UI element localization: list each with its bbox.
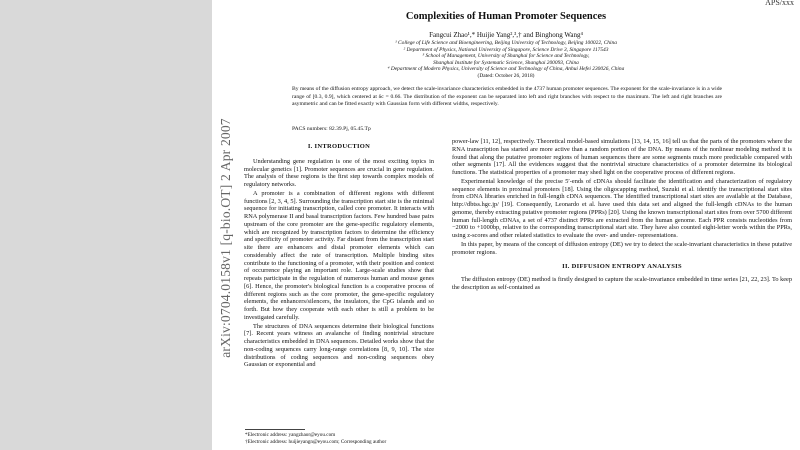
pacs-numbers: PACS numbers: 82.39.Pj, 05.45.Tp — [292, 126, 371, 132]
paragraph: Understanding gene regulation is one of the most exciting topics in molecular genetics [1]. Promoter sequences are crucial in gene regulation. The analysis of these regions is the first step towards complex models of regulatory networks. — [244, 157, 434, 188]
footnote-rule — [245, 429, 305, 430]
paragraph: power-law [11, 12], respectively. Theoretical model-based simulations [13, 14, 15, 16] tell us that the parts of the promoters where the RNA transcription has started are more active than a random portion of the DNA. By means of the nonlinear modeling method it is found that along the putative promoter regions of human sequences there are some segments much more predictable compared with other segments [17]. All the evidences suggest that the nontrivial structure characteristics of a promoter determine its biological functions. The statistical properties of a promoter may shed light on the cooperative process of different regions. — [452, 138, 792, 176]
paper-title: Complexities of Human Promoter Sequences — [405, 11, 607, 22]
abstract: By means of the diffusion entropy approach, we detect the scale-invariance characteristics embedded in the 4737 human promoter sequences. The exponent for the scale-invariance is in a wide range of [0.3, 0.9], which centered at δc = 0.66. The distribution of the exponent can be separated into left and right branches with respect to the maximum. The left and right branches are asymmetric and can be fitted exactly with Gaussian form with different widths, respectively. — [292, 86, 722, 108]
affiliation: Shanghai Institute for Systematic Science, Shanghai 200093, China — [433, 59, 579, 66]
left-column — [244, 143, 434, 370]
footnote: *Electronic address: yangzhaor@eyou.com — [245, 432, 336, 438]
affiliation: ³ School of Management, University of Shanghai for Science and Technology, — [422, 53, 590, 60]
arxiv-identifier[interactable]: arXiv:0704.0158v1 [q-bio.OT] 2 Apr 2007 — [218, 118, 233, 358]
affiliation: ² Department of Physics, National University of Singapore, Science Drive 3, Singapore 117543 — [403, 46, 609, 53]
paragraph: The structures of DNA sequences determine their biological functions [7]. Recent years witness an avalanche of finding nontrivial structure characteristics embedded in DNA sequences. Detailed works show that the non-coding sequences carry long-range correlations [8, 9, 10]. The size distributions of coding sequences and non-coding sequences obey Gaussian or exponential and — [244, 322, 434, 369]
section-heading-diffusion-entropy: II. DIFFUSION ENTROPY ANALYSIS — [562, 263, 682, 271]
journal-label: APS/xxx — [765, 0, 794, 7]
footnote: †Electronic address: huijieyangn@eyou.com; Corresponding author — [245, 438, 387, 445]
section-heading-introduction: I. INTRODUCTION — [307, 143, 371, 150]
right-column — [452, 138, 792, 293]
affiliation: ⁴ Department of Modern Physics, University of Science and Technology of China, Anhui Hefei 230026, China — [387, 66, 625, 73]
affiliations — [212, 40, 800, 80]
paragraph: Experimental knowledge of the precise 5′-ends of cDNAs should facilitate the identification and characterization of regulatory sequence elements in proximal promoters [18]. Using the oligocapping method, Suzuki et al. identify the transcriptional start sites from cDNA libraries enriched in full-length cDNA sequences. The identified transcriptional start sites are available at the Database, http://dbtss.hgc.jp/ [19]. Consequently, Leonardo et al. have used this data set and aligned the full-length cDNAs to the human genome, thereby extracting putative promoter regions (PPRs) [20]. Using the known transcriptional start sites from over 5700 different human full-length cDNAs, a set of 4737 distinct PPRs are extracted from the human genome. Each PPR consists nucleotides from −2000 to +1000bp, relative to the corresponding transcriptional start site. They have also counted eight-letter words within the PPRs, using z-scores and other related statistics to evaluate the over- and under- representations. — [452, 177, 793, 239]
paragraph: A promoter is a combination of different regions with different functions [2, 3, 4, 5]. Surrounding the transcription start site is the minimal sequence for initiating transcription, called core promoter. It interacts with RNA polymerase II and basal transcription factors. Few hundred base pairs upstream of the core promoter are the gene-specific regulatory elements, which are recognized by transcription factors to determine the efficiency and specificity of promoter activity. Far distant from the transcription start site there are enhancers and distal promoter elements which can considerably affect the rate of transcription. Multiple binding sites contribute to the functioning of a promoter, with their position and context of occurrence playing an important role. Large-scale studies show that repeats participate in the regulation of numerous human and mouse genes [6]. Hence, the promoter's biological function is a cooperative process of different regions such as the core promoter, the gene-specific regulatory elements, the enhancers/silencers, the insulators, the CpG islands and so forth. But how they cooperate with each other is still a problem to be investigated carefully. — [244, 189, 434, 321]
date-line: (Dated: October 26, 2018) — [477, 72, 535, 79]
paper-page — [212, 0, 800, 450]
footnotes — [245, 432, 445, 445]
paragraph: In this paper, by means of the concept of diffusion entropy (DE) we try to detect the scale-invariant characteristics in these putative promoter regions. — [452, 240, 792, 256]
paragraph: The diffusion entropy (DE) method is firstly designed to capture the scale-invariance embedded in time series [21, 22, 23]. To keep the description as self-contained as — [452, 276, 792, 291]
affiliation: ¹ College of Life Science and Bioengineering, Beijing University of Technology, Beijing 100022, China — [395, 40, 617, 46]
author-list: Fangcui Zhao¹,* Huijie Yang²,³,† and Binghong Wang⁴ — [429, 31, 583, 39]
